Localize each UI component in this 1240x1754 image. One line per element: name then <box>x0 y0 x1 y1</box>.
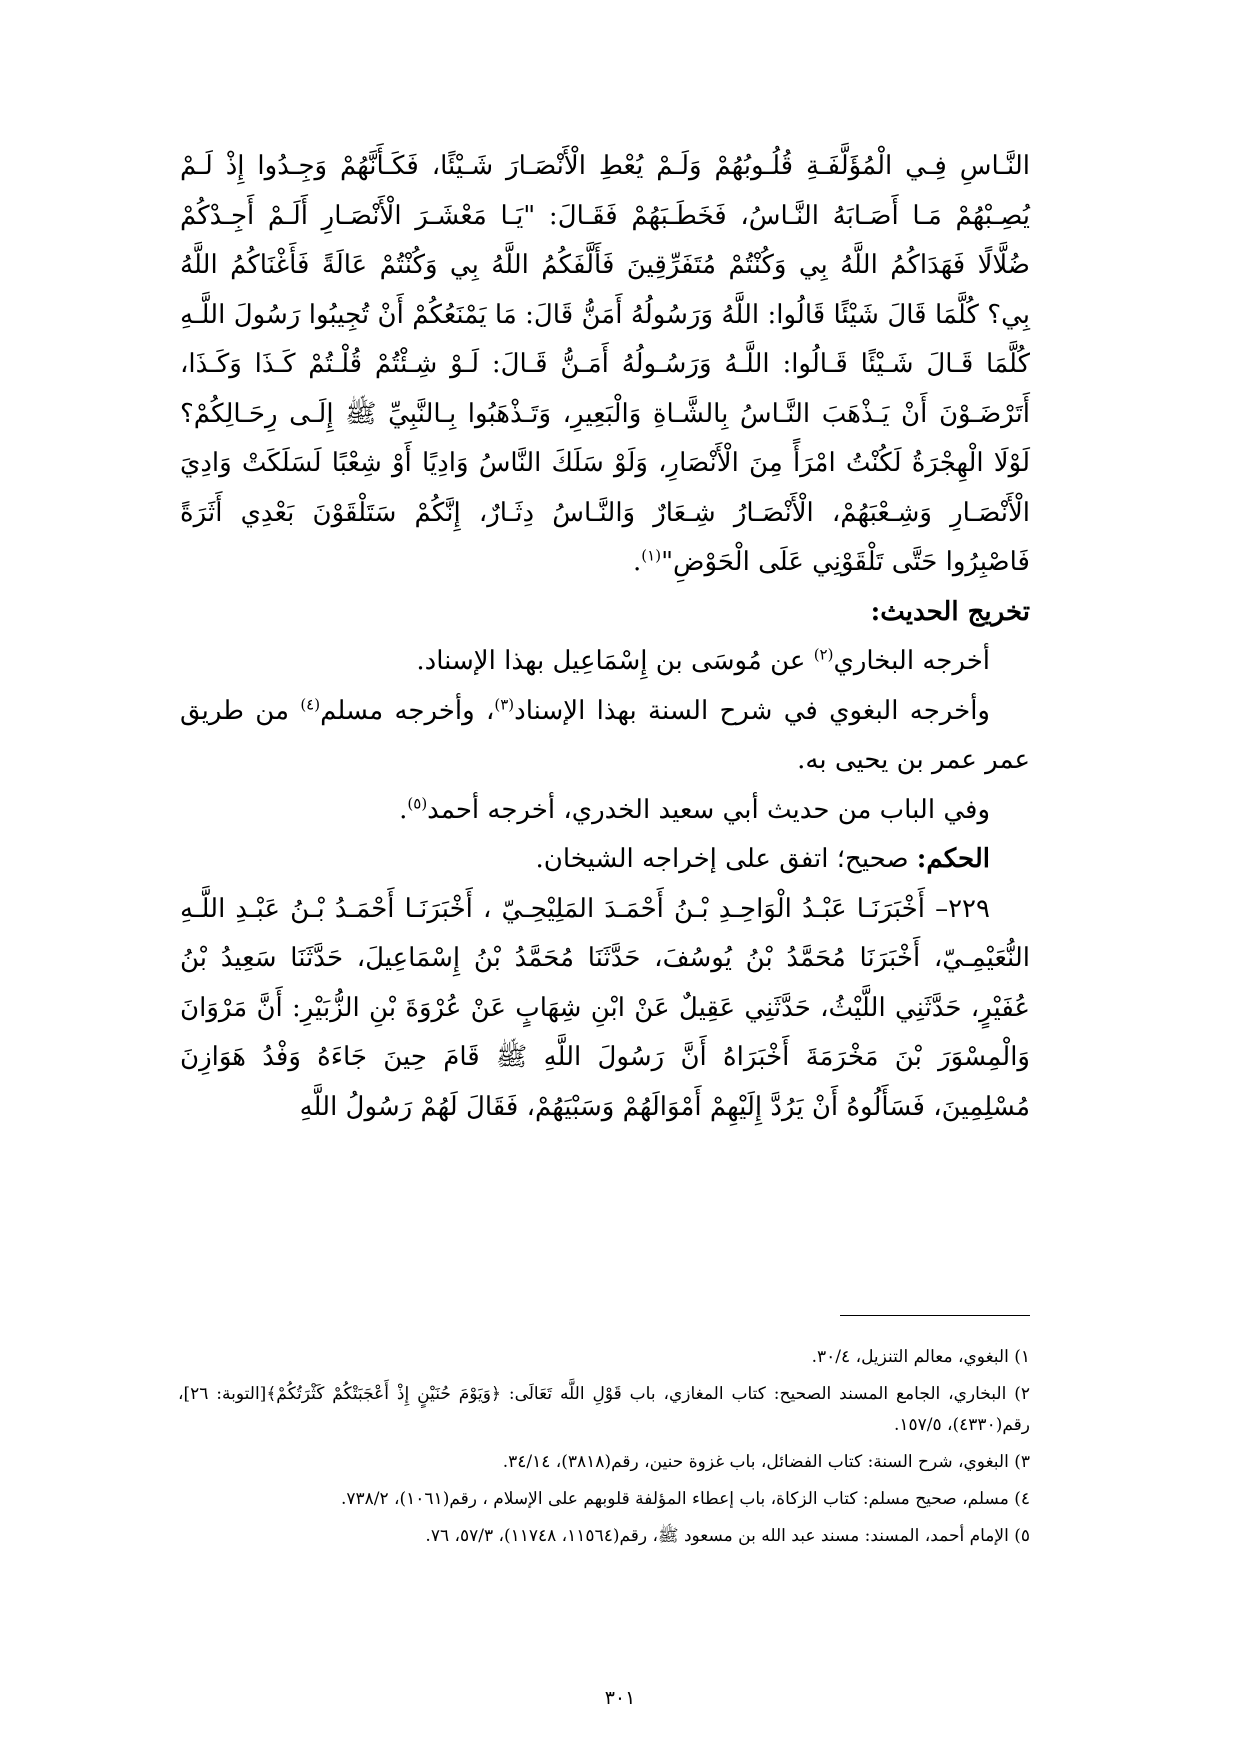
footnote-ref-5: (٥) <box>407 793 428 812</box>
footnote-ref-3: (٣) <box>494 694 515 713</box>
footnote-ref-1: (١) <box>641 546 662 565</box>
footnote-5: ٥) الإمام أحمد، المسند: مسند عبد الله بن مسعود ﷺ، رقم(١١٥٦٤، ١١٧٤٨)، ٥٧/٣، ٧٦. <box>425 1526 1030 1546</box>
footnote-ref-4: (٤) <box>300 694 321 713</box>
takhrij-paragraph-2 <box>180 687 1030 786</box>
takhrij-paragraph-3 <box>180 786 1030 836</box>
footnotes <box>178 1342 1030 1558</box>
takhrij-paragraph-1 <box>180 637 1030 687</box>
takhrij-2-text-b: ، وأخرجه مسلم <box>320 695 495 726</box>
takhrij-1-text-a: أخرجه البخاري <box>833 646 990 676</box>
hukm-text: صحيح؛ اتفق على إخراجه الشيخان. <box>535 844 917 874</box>
hadith-228-ending <box>180 142 1030 588</box>
hukm-paragraph <box>180 835 1030 885</box>
footnote-1: ١) البغوي، معالم التنزيل، ٣٠/٤. <box>811 1347 1030 1367</box>
footnote-4: ٤) مسلم، صحيح مسلم: كتاب الزكاة، باب إعطاء المؤلفة قلوبهم على الإسلام ، رقم(١٠٦١)، ٧٣٨/٢. <box>340 1489 1030 1509</box>
takhrij-2-text-a: وأخرجه البغوي في شرح السنة بهذا الإسناد <box>514 695 990 726</box>
main-text <box>180 142 1030 1132</box>
takhrij-2-text-c: من طريق عمر عمر بن يحيى به. <box>180 695 1030 775</box>
takhrij-heading: تخريج الحديث: <box>870 596 1030 627</box>
hadith-228-text: النَّـاسِ فِـي الْمُؤَلَّفَـةِ قُلُـوبُهُمْ وَلَـمْ يُعْطِ الْأَنْصَـارَ شَـيْئًا، فَكَـأَنَّهُمْ وَجِـدُوا إِذْ لَـمْ يُصِـبْهُمْ مَـا أَصَـابَهُ النَّـاسُ، فَخَطَـبَهُمْ فَقَـالَ: "يَـا مَعْشَـرَ الْأَنْصَـارِ أَلَـمْ أَجِـدْكُمْ ضُلَّالًا فَهَدَاكُمُ اللَّهُ بِي وَكُنْتُمْ مُتَفَرِّقِينَ فَأَلَّفَكُمُ اللَّهُ بِي وَكُنْتُمْ عَالَةً فَأَغْنَاكُمُ اللَّهُ بِي؟ كُلَّمَا قَالَ شَيْئًا قَالُوا: اللَّهُ وَرَسُولُهُ أَمَنُّ قَالَ: مَا يَمْنَعُكُمْ أَنْ تُجِيبُوا رَسُولَ اللَّـهِ كُلَّمَا قَـالَ شَـيْئًا قَـالُوا: اللَّـهُ وَرَسُـولُهُ أَمَـنُّ قَـالَ: لَـوْ شِـئْتُمْ قُلْـتُمْ كَـذَا وَكَـذَا، أَتَرْضَـوْنَ أَنْ يَـذْهَبَ النَّـاسُ بِالشَّـاةِ وَالْبَعِيرِ، وَتَـذْهَبُوا بِـالنَّبِيِّ ﷺ إِلَـى رِحَـالِكُمْ؟ لَوْلَا الْهِجْرَةُ لَكُنْتُ امْرَأً مِنَ الْأَنْصَارِ، وَلَوْ سَلَكَ النَّاسُ وَادِيًا أَوْ شِعْبًا لَسَلَكَتْ وَادِيَ الْأَنْصَـارِ وَشِـعْبَهُمْ، الْأَنْصَـارُ شِـعَارٌ وَالنَّـاسُ دِثَـارٌ، إِنَّكُمْ سَتَلْقَوْنَ بَعْدِي أَثَرَةً فَاصْبِرُوا حَتَّى تَلْقَوْنِي عَلَى الْحَوْضِ" <box>180 151 1030 577</box>
footnote-2: ٢) البخاري، الجامع المسند الصحيح: كتاب المغازي، باب قَوْلِ اللَّه تَعَالَى: ﴿وَيَوْمَ حُنَيْنٍ إِذْ أَعْجَبَتْكُمْ كَثْرَتُكُمْ﴾[التوبة: ٢٦]، رقم(٤٣٣٠)، ١٥٧/٥. <box>178 1384 1030 1435</box>
takhrij-3-text-a: وفي الباب من حديث أبي سعيد الخدري، أخرجه أحمد <box>427 794 990 825</box>
footnote-3: ٣) البغوي، شرح السنة: كتاب الفضائل، باب غزوة حنين، رقم(٣٨١٨)، ٣٤/١٤. <box>502 1452 1030 1472</box>
hukm-label: الحكم: <box>916 844 990 874</box>
takhrij-3-text-b: . <box>399 794 408 825</box>
hadith-229: ٢٢٩– أَخْبَرَنَـا عَبْـدُ الْوَاحِـدِ بْـنُ أَحْمَـدَ المَلِيْحِـيّ ، أَخْبَرَنَـا أَحْمَـدُ بْـنُ عَبْـدِ اللَّـهِ النُّعَيْمِـيّ، أَخْبَرَنَا مُحَمَّدُ بْنُ يُوسُفَ، حَدَّثَنَا مُحَمَّدُ بْنُ إِسْمَاعِيلَ، حَدَّثَنَا سَعِيدُ بْنُ عُفَيْرٍ، حَدَّثَنِي اللَّيْثُ، حَدَّثَنِي عَقِيلٌ عَنْ ابْنِ شِهَابٍ عَنْ عُرْوَةَ بْنِ الزُّبَيْرِ: أَنَّ مَرْوَانَ وَالْمِسْوَرَ بْنَ مَخْرَمَةَ أَخْبَرَاهُ أَنَّ رَسُولَ اللَّهِ ﷺ قَامَ حِينَ جَاءَهُ وَفْدُ هَوَازِنَ مُسْلِمِينَ، فَسَأَلُوهُ أَنْ يَرُدَّ إِلَيْهِمْ أَمْوَالَهُمْ وَسَبْيَهُمْ، فَقَالَ لَهُمْ رَسُولُ اللَّهِ <box>180 893 1030 1122</box>
takhrij-1-text-b: عن مُوسَى بن إِسْمَاعِيل بهذا الإسناد. <box>416 646 814 676</box>
footnote-ref-2: (٢) <box>813 645 834 664</box>
footnote-separator <box>840 1315 1030 1316</box>
hadith-228-tail: . <box>633 547 642 577</box>
page-number: ٣٠١ <box>604 1687 636 1709</box>
